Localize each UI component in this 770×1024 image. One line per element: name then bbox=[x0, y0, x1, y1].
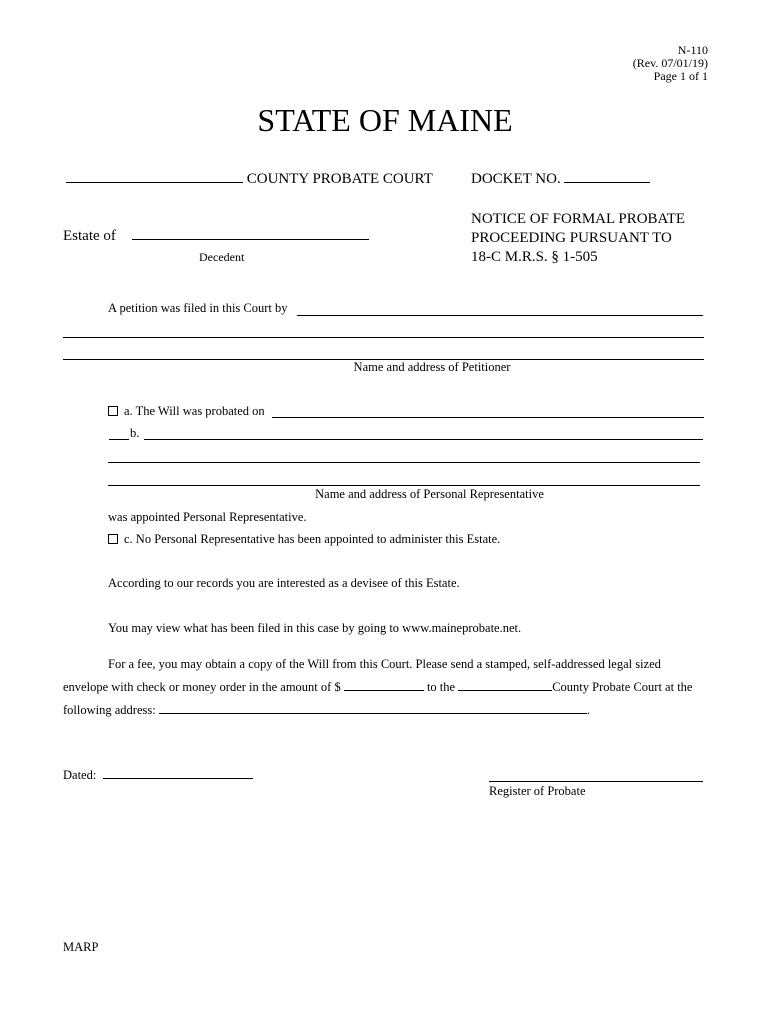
address-period: . bbox=[586, 703, 590, 717]
option-c-checkbox[interactable] bbox=[108, 534, 118, 544]
docket-number-field[interactable] bbox=[564, 182, 650, 183]
dated-row bbox=[63, 768, 253, 783]
decedent-name-field[interactable] bbox=[132, 239, 369, 240]
option-b-blank[interactable] bbox=[109, 439, 129, 440]
county-row bbox=[66, 171, 433, 188]
fee-to-label: to the bbox=[426, 680, 456, 694]
docket-label: DOCKET NO. bbox=[471, 171, 561, 187]
notice-title bbox=[471, 210, 685, 267]
fee-line-3 bbox=[63, 703, 590, 718]
form-revision: (Rev. 07/01/19) bbox=[632, 56, 708, 70]
appointed-text: was appointed Personal Representative. bbox=[108, 510, 307, 524]
petitioner-caption: Name and address of Petitioner bbox=[353, 360, 511, 374]
fee-county-court-label: County Probate Court at the bbox=[552, 680, 693, 694]
county-field[interactable] bbox=[66, 182, 243, 183]
fee-line-2 bbox=[63, 680, 692, 695]
notice-title-line-1: NOTICE OF FORMAL PROBATE bbox=[471, 211, 686, 227]
fee-amount-label: envelope with check or money order in the amount of $ bbox=[63, 680, 341, 694]
option-a-label: a. The Will was probated on bbox=[124, 404, 265, 418]
fee-line-1: For a fee, you may obtain a copy of the Will from this Court. Please send a stamped, self-addressed legal sized bbox=[108, 657, 661, 671]
petitioner-name-field[interactable] bbox=[297, 315, 703, 316]
personal-representative-name-field[interactable] bbox=[144, 439, 703, 440]
register-signature-field[interactable] bbox=[489, 781, 703, 782]
personal-representative-caption: Name and address of Personal Representative bbox=[315, 487, 544, 501]
view-text: You may view what has been filed in this case by going to www.maineprobate.net. bbox=[108, 621, 522, 635]
footer-code: MARP bbox=[63, 940, 99, 954]
option-a-row bbox=[108, 404, 265, 419]
register-caption: Register of Probate bbox=[489, 784, 586, 798]
petitioner-address-line-1[interactable] bbox=[63, 337, 704, 338]
option-a-checkbox[interactable] bbox=[108, 406, 118, 416]
option-c-label: c. No Personal Representative has been appointed to administer this Estate. bbox=[124, 532, 501, 546]
option-b-label: b. bbox=[130, 426, 140, 440]
notice-title-line-3: 18-C M.R.S. § 1-505 bbox=[471, 249, 598, 265]
option-c-row bbox=[108, 532, 500, 547]
personal-representative-address-line-2[interactable] bbox=[108, 485, 700, 486]
decedent-caption: Decedent bbox=[199, 250, 245, 264]
docket-row bbox=[471, 171, 650, 188]
fee-county-field[interactable] bbox=[458, 690, 552, 691]
dated-label: Dated: bbox=[63, 768, 97, 782]
fee-amount-field[interactable] bbox=[344, 690, 424, 691]
county-court-label: COUNTY PROBATE COURT bbox=[246, 171, 433, 187]
estate-label: Estate of bbox=[63, 228, 116, 244]
devisee-text: According to our records you are interested as a devisee of this Estate. bbox=[108, 576, 460, 590]
form-header bbox=[548, 44, 708, 83]
form-number: N-110 bbox=[677, 43, 708, 57]
probate-date-field[interactable] bbox=[272, 417, 704, 418]
estate-row bbox=[63, 228, 369, 245]
dated-field[interactable] bbox=[103, 778, 253, 779]
personal-representative-address-line-1[interactable] bbox=[108, 462, 700, 463]
petition-text: A petition was filed in this Court by bbox=[108, 301, 288, 315]
address-label: following address: bbox=[63, 703, 156, 717]
notice-title-line-2: PROCEEDING PURSUANT TO bbox=[471, 230, 672, 246]
page-number: Page 1 of 1 bbox=[653, 69, 708, 83]
page-title: STATE OF MAINE bbox=[257, 102, 513, 138]
court-address-field[interactable] bbox=[159, 713, 587, 714]
